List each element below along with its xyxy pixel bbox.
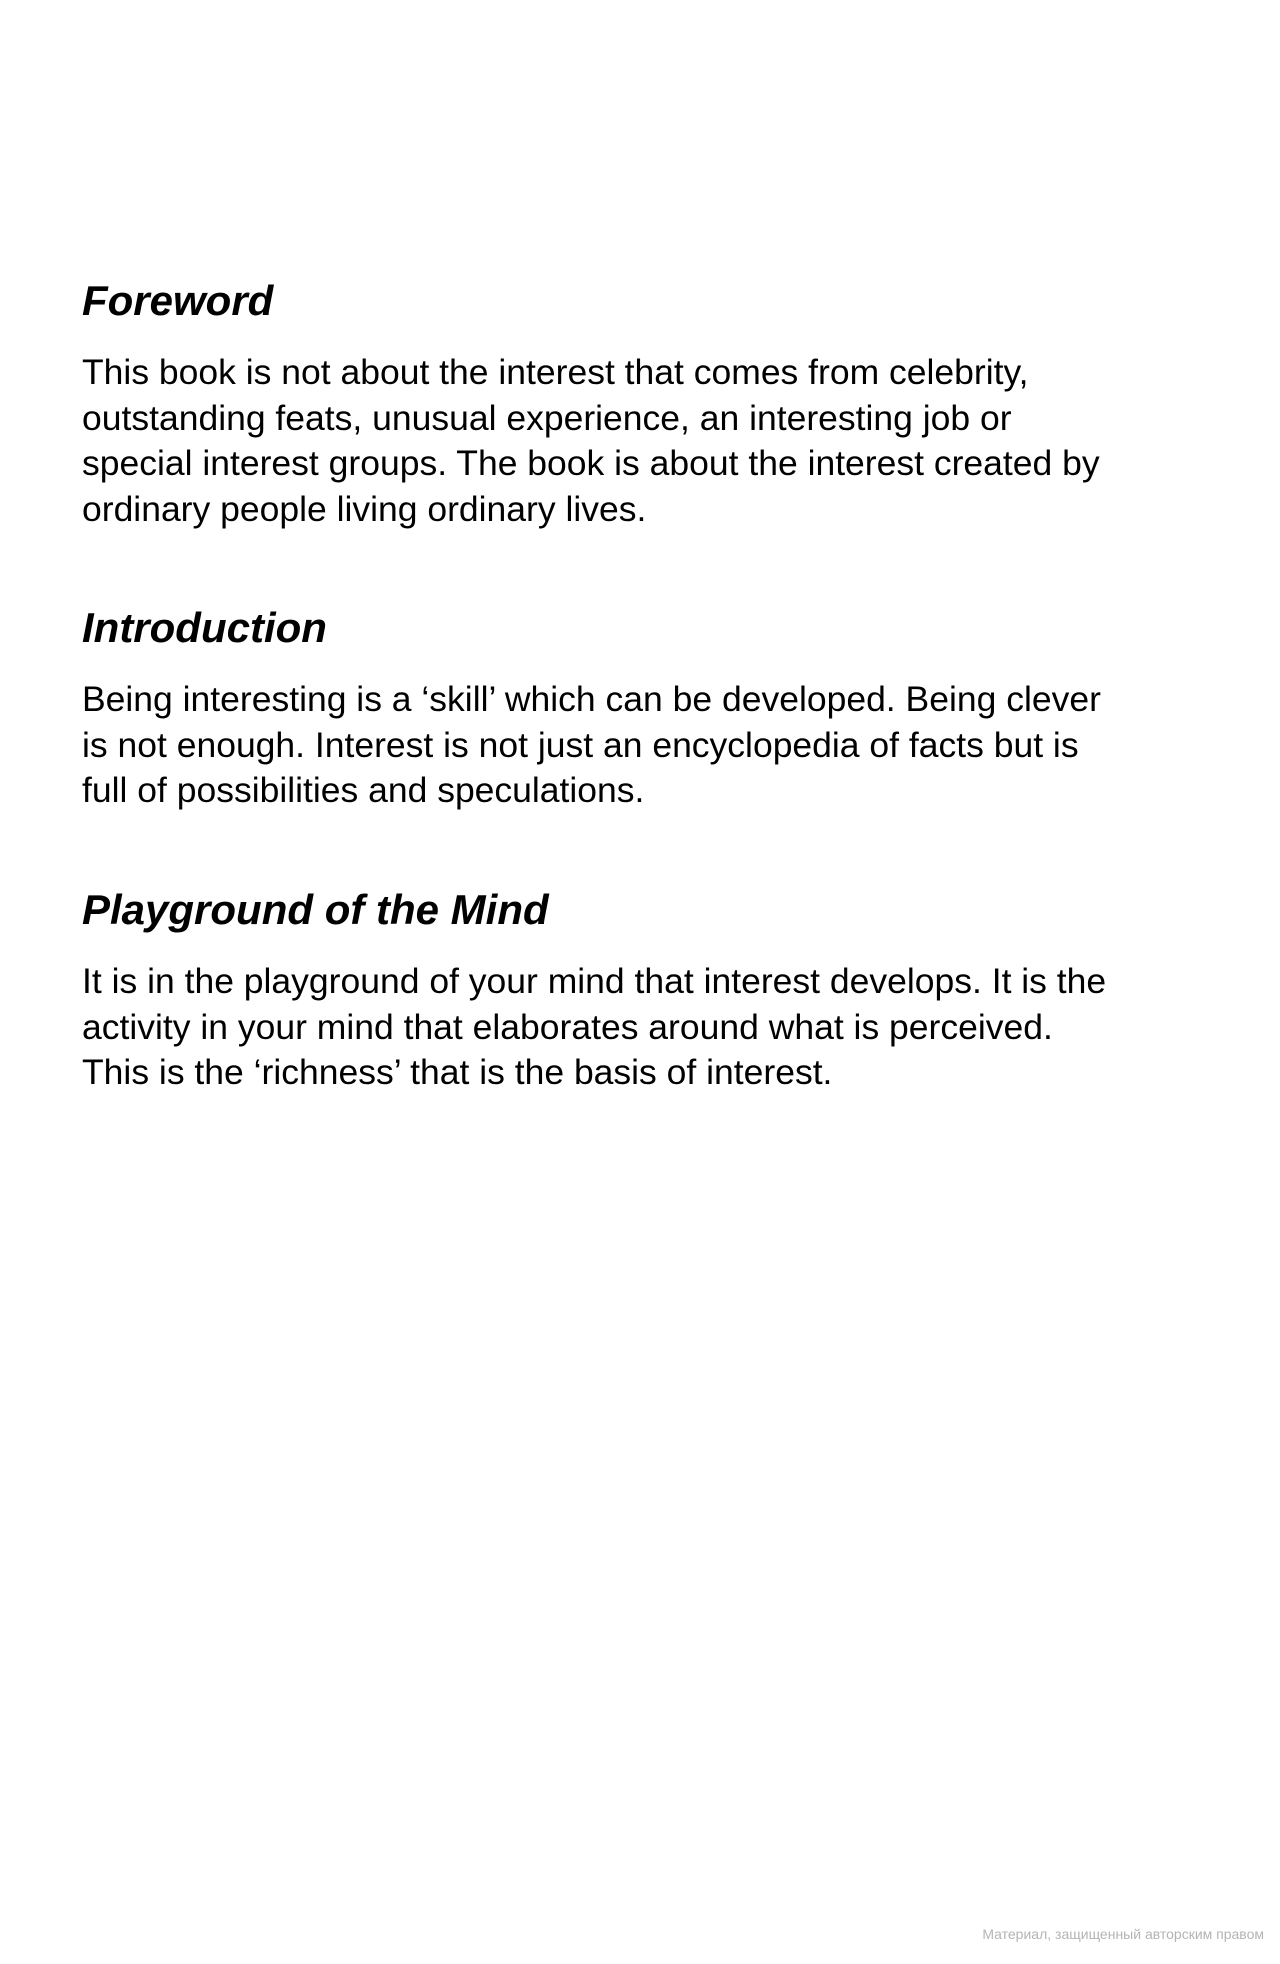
section-heading: Foreword — [82, 277, 274, 324]
section-heading: Playground of the Mind — [82, 886, 549, 933]
section-foreword — [82, 276, 1212, 532]
section-heading: Introduction — [82, 604, 327, 651]
section-paragraph: Being interesting is a ‘skill’ which can be developed. Being clever is not enough. Interest is not just an encyclopedia of facts but is full of possibilities and speculations. — [82, 679, 1101, 810]
document-page — [82, 276, 1212, 1092]
copyright-watermark: Материал, защищенный авторским правом — [982, 1926, 1264, 1942]
section-paragraph: It is in the playground of your mind that interest develops. It is the activity in your mind that elaborates around what is perceived. This is the ‘richness’ that is the basis of interest. — [82, 961, 1107, 1092]
section-introduction — [82, 603, 1212, 814]
section-playground-of-the-mind — [82, 885, 1212, 1096]
section-paragraph: This book is not about the interest that comes from celebrity, outstanding feats, unusual experience, an interesting job or special interest groups. The book is about the interest created by ordinary people living ordinary lives. — [82, 352, 1100, 529]
